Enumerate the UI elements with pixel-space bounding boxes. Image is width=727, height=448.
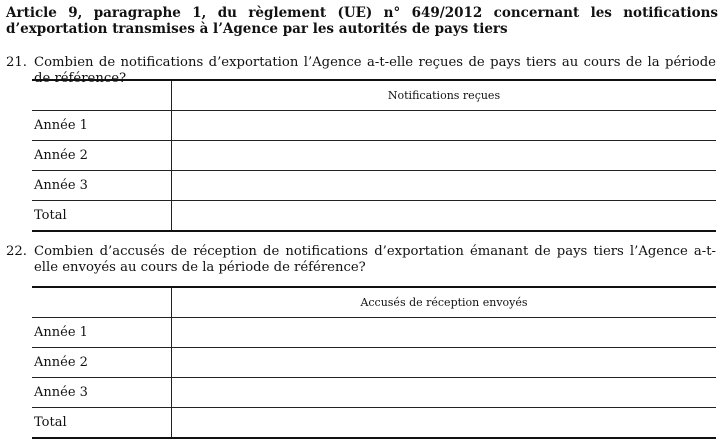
row-label: Total xyxy=(32,408,172,439)
column-header: Notifications reçues xyxy=(172,80,717,111)
table-corner-cell xyxy=(32,287,172,318)
column-header: Accusés de réception envoyés xyxy=(172,287,717,318)
row-label: Année 2 xyxy=(32,348,172,378)
value-cell xyxy=(172,171,717,201)
section-heading: Article 9, paragraphe 1, du règlement (UE) n° 649/2012 concernant les notifications d’exportation transmises à l’Agence par les autorités de pays tiers xyxy=(6,5,718,37)
question-22 xyxy=(6,244,716,276)
value-cell xyxy=(172,201,717,232)
value-cell xyxy=(172,318,717,348)
value-cell xyxy=(172,408,717,439)
table-acknowledgements xyxy=(32,286,716,439)
value-cell xyxy=(172,378,717,408)
question-number: 22. xyxy=(6,244,27,259)
row-label: Année 3 xyxy=(32,171,172,201)
table-corner-cell xyxy=(32,80,172,111)
row-label: Année 1 xyxy=(32,318,172,348)
row-label: Année 1 xyxy=(32,111,172,141)
value-cell xyxy=(172,111,717,141)
row-label: Année 2 xyxy=(32,141,172,171)
row-label: Total xyxy=(32,201,172,232)
question-text: Combien d’accusés de réception de notifications d’exportation émanant de pays tiers l’Agence a-t-elle envoyés au cours de la période de référence? xyxy=(34,244,716,275)
value-cell xyxy=(172,141,717,171)
table-notifications xyxy=(32,79,716,232)
row-label: Année 3 xyxy=(32,378,172,408)
question-number: 21. xyxy=(6,55,27,70)
question-text: Combien de notifications d’exportation l’Agence a-t-elle reçues de pays tiers au cours de la période de référence? xyxy=(34,55,716,86)
value-cell xyxy=(172,348,717,378)
